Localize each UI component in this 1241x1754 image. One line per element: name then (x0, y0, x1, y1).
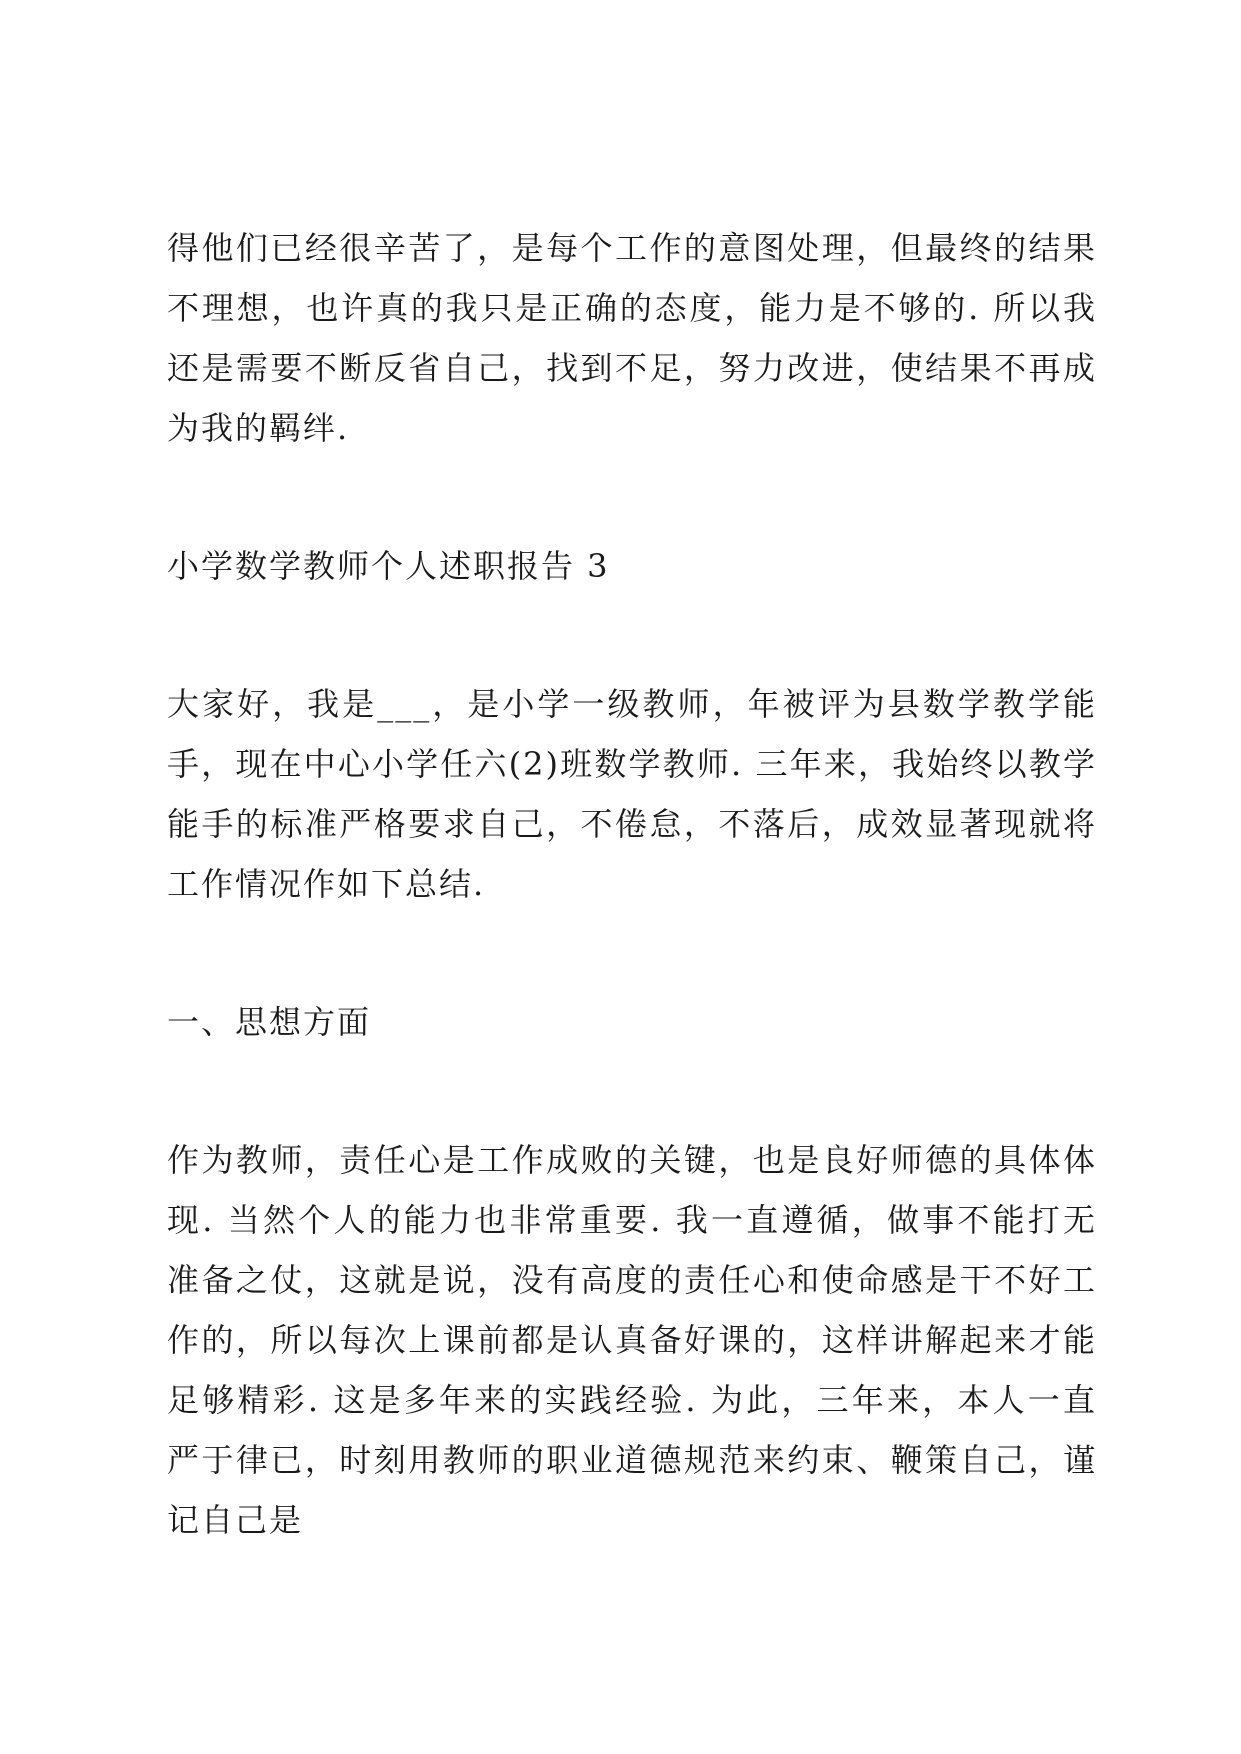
paragraph-intro: 大家好，我是___，是小学一级教师，年被评为县数学教学能手，现在中心小学任六(2)班数学教师. 三年来，我始终以教学能手的标准严格要求自己，不倦怠，不落后，成效显著现就将工作情况作如下总结. (167, 685, 1097, 903)
paragraph-ideology: 作为教师，责任心是工作成败的关键，也是良好师德的具体体现. 当然个人的能力也非常重要. 我一直遵循，做事不能打无准备之仗，这就是说，没有高度的责任心和使命感是干不好工作的，所以每次上课前都是认真备好课的，这样讲解起来才能足够精彩. 这是多年来的实践经验. 为此，三年来，本人一直严于律已，时刻用教师的职业道德规范来约束、鞭策自己，谨记自己是 (167, 1141, 1097, 1539)
paragraph-spacer (167, 596, 1097, 674)
report-title: 小学数学教师个人述职报告 3 (167, 547, 610, 585)
document-body (167, 218, 1097, 1550)
section-heading: 一、思想方面 (167, 1003, 372, 1041)
paragraph-spacer (167, 1052, 1097, 1130)
paragraph-spacer (167, 914, 1097, 992)
paragraph-spacer (167, 458, 1097, 536)
paragraph-continuation: 得他们已经很辛苦了，是每个工作的意图处理，但最终的结果不理想，也许真的我只是正确的态度，能力是不够的. 所以我还是需要不断反省自己，找到不足，努力改进，使结果不再成为我的羁绊. (167, 229, 1097, 447)
